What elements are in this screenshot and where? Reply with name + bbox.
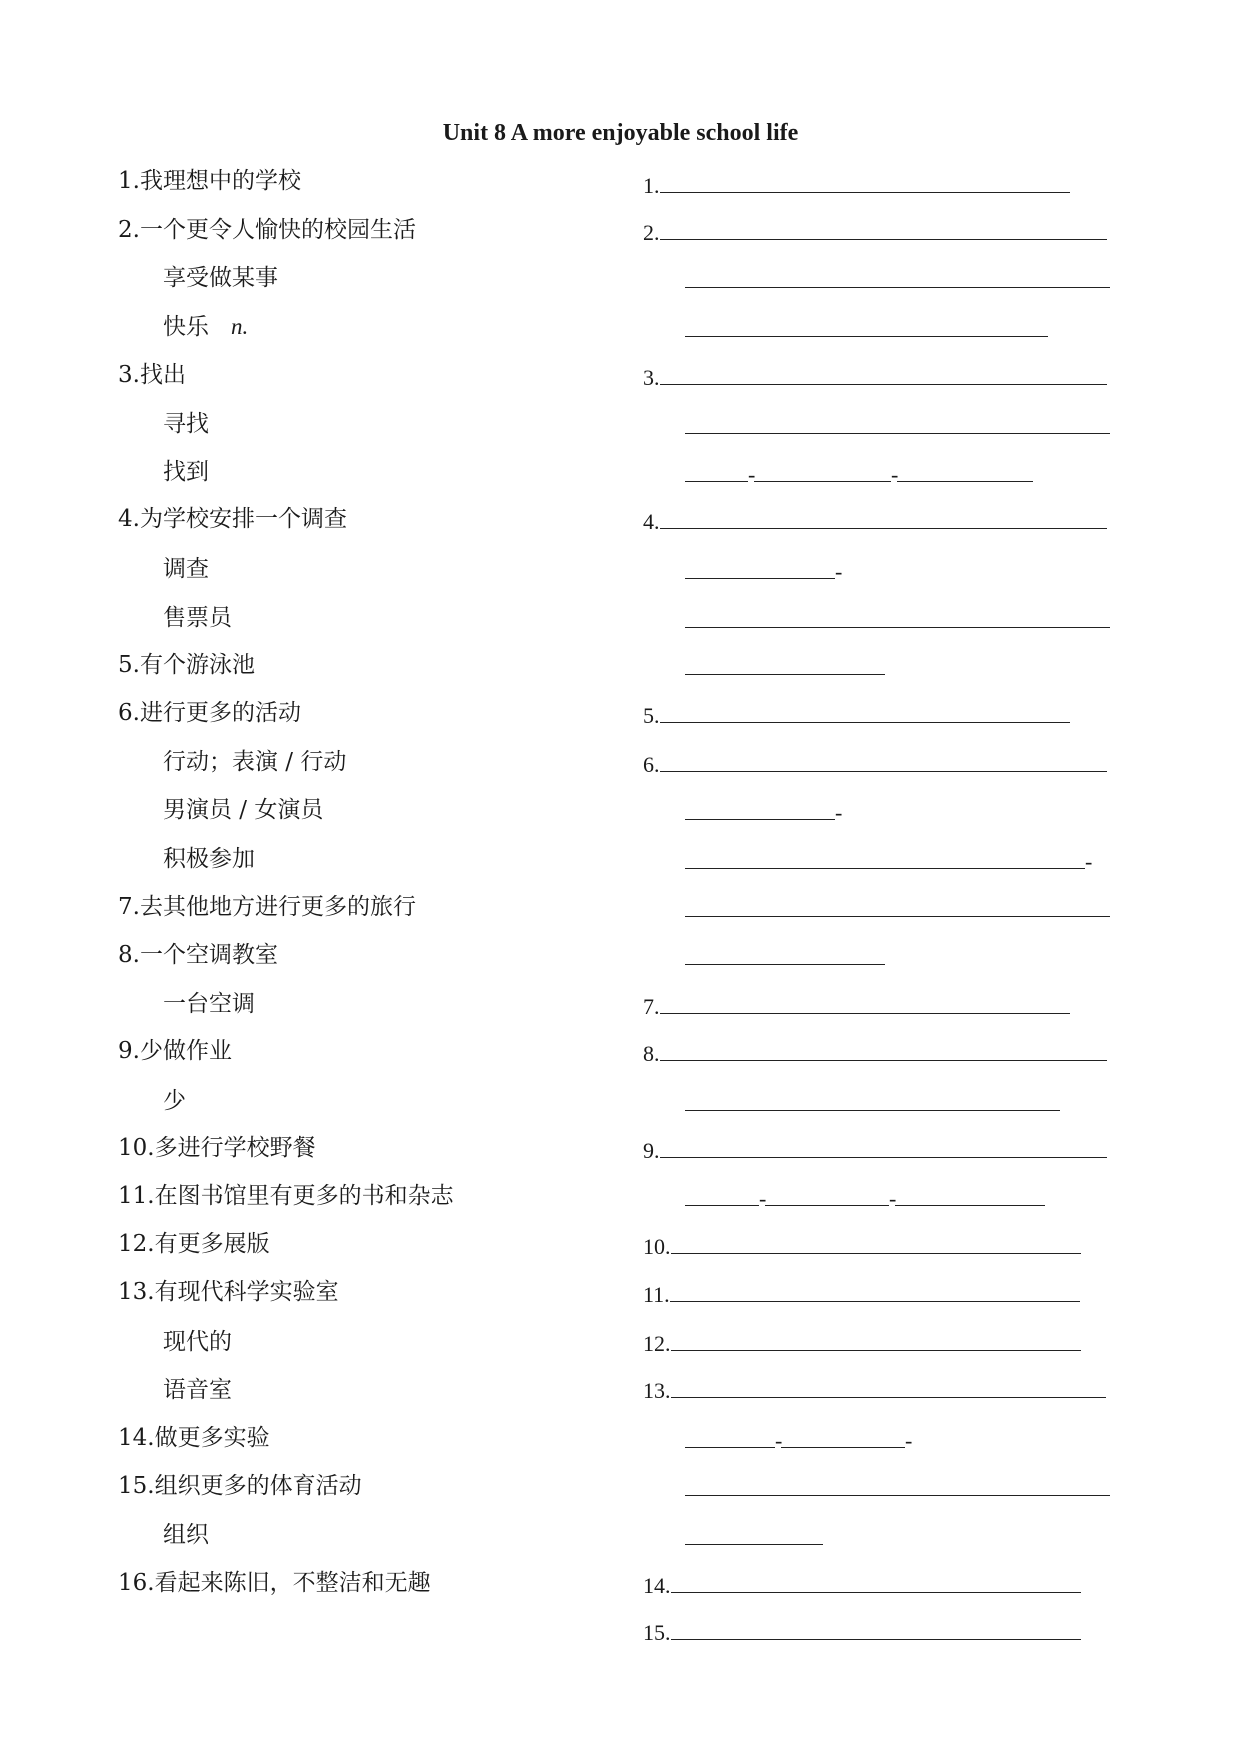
answer-number: 2. (643, 220, 660, 245)
answer-line (685, 1522, 823, 1552)
answer-blank[interactable] (671, 1375, 1106, 1398)
answer-blank[interactable] (670, 1279, 1080, 1302)
prompt-item: 11.在图书馆里有更多的书和杂志 (118, 1183, 454, 1209)
answer-blank[interactable] (685, 846, 1085, 869)
prompt-subitem: 积极参加 (163, 846, 255, 872)
answer-number: 7. (643, 994, 660, 1019)
answer-line (643, 1135, 1107, 1165)
answer-number: 1. (643, 173, 660, 198)
answer-line (643, 749, 1107, 779)
answer-line (643, 170, 1070, 200)
answer-blank[interactable] (685, 1183, 759, 1206)
hyphen: - (748, 462, 756, 487)
prompt-item: 10.多进行学校野餐 (118, 1135, 316, 1161)
answer-blank[interactable] (660, 362, 1107, 385)
answer-line (685, 1473, 1110, 1503)
answer-blank[interactable] (671, 1617, 1081, 1640)
answer-number: 11. (643, 1282, 670, 1307)
prompt-item: 14.做更多实验 (118, 1425, 270, 1451)
hyphen: - (759, 1186, 767, 1211)
answer-blank[interactable] (671, 1570, 1081, 1593)
answer-line (643, 1328, 1081, 1358)
answer-line (643, 1375, 1106, 1405)
answer-line (643, 1570, 1081, 1600)
answer-blank[interactable] (685, 314, 1048, 337)
answer-line (643, 217, 1107, 247)
answer-blank[interactable] (685, 652, 885, 675)
answer-line (685, 314, 1048, 344)
prompt-subitem-text: 快乐 (163, 314, 209, 340)
hyphen: - (835, 559, 843, 584)
answer-blank[interactable] (685, 1425, 775, 1448)
hyphen: - (889, 1186, 897, 1211)
answer-line (643, 700, 1070, 730)
prompt-subitem: 售票员 (163, 605, 232, 631)
answer-blank[interactable] (765, 1183, 889, 1206)
answer-line (643, 362, 1107, 392)
answer-line (643, 1617, 1081, 1647)
answer-blank[interactable] (685, 556, 835, 579)
hyphen: - (891, 462, 899, 487)
answer-line (685, 1088, 1060, 1118)
prompt-subitem: 寻找 (163, 411, 209, 437)
answer-blank[interactable] (754, 459, 891, 482)
prompt-subitem: 调查 (163, 556, 209, 582)
answer-blank[interactable] (685, 1088, 1060, 1111)
answer-number: 5. (643, 703, 660, 728)
prompt-item: 1.我理想中的学校 (118, 168, 301, 194)
answer-number: 9. (643, 1138, 660, 1163)
page-title: Unit 8 A more enjoyable school life (442, 120, 799, 146)
answer-line (643, 991, 1070, 1021)
answer-line (643, 1231, 1081, 1261)
answer-number: 6. (643, 752, 660, 777)
answer-blank[interactable] (685, 1473, 1110, 1496)
answer-line (643, 506, 1107, 536)
answer-blank[interactable] (660, 170, 1070, 193)
part-of-speech: n. (231, 314, 249, 339)
answer-line (685, 797, 841, 827)
answer-blank[interactable] (660, 700, 1070, 723)
prompt-item: 16.看起来陈旧，不整洁和无趣 (118, 1570, 431, 1596)
prompt-item: 6.进行更多的活动 (118, 700, 301, 726)
answer-line (685, 459, 1033, 489)
prompt-item: 13.有现代科学实验室 (118, 1279, 339, 1305)
answer-blank[interactable] (671, 1328, 1081, 1351)
prompt-subitem: 现代的 (163, 1329, 232, 1355)
answer-line (685, 265, 1110, 295)
prompt-subitem: 一台空调 (163, 991, 255, 1017)
answer-line (685, 846, 1091, 876)
answer-blank[interactable] (660, 217, 1107, 240)
answer-line (685, 556, 841, 586)
answer-line (685, 942, 885, 972)
prompt-subitem: 组织 (163, 1522, 209, 1548)
prompt-subitem: 语音室 (163, 1377, 232, 1403)
prompt-subitem (163, 312, 248, 342)
answer-blank[interactable] (671, 1231, 1081, 1254)
answer-blank[interactable] (685, 797, 835, 820)
hyphen: - (835, 800, 843, 825)
answer-blank[interactable] (685, 894, 1110, 917)
answer-line (643, 1038, 1107, 1068)
answer-blank[interactable] (895, 1183, 1045, 1206)
answer-blank[interactable] (685, 411, 1110, 434)
answer-line (685, 1183, 1045, 1213)
answer-blank[interactable] (660, 1135, 1107, 1158)
prompt-item: 8.一个空调教室 (118, 942, 278, 968)
answer-blank[interactable] (685, 605, 1110, 628)
answer-blank[interactable] (660, 749, 1107, 772)
answer-blank[interactable] (660, 1038, 1107, 1061)
answer-number: 4. (643, 509, 660, 534)
answer-number: 10. (643, 1234, 671, 1259)
prompt-subitem: 行动；表演 / 行动 (163, 749, 347, 775)
answer-number: 13. (643, 1378, 671, 1403)
hyphen: - (775, 1428, 783, 1453)
prompt-item: 15.组织更多的体育活动 (118, 1473, 362, 1499)
answer-blank[interactable] (685, 459, 748, 482)
prompt-subitem: 享受做某事 (163, 265, 278, 291)
answer-number: 3. (643, 365, 660, 390)
prompt-item: 4.为学校安排一个调查 (118, 506, 347, 532)
answer-blank[interactable] (685, 942, 885, 965)
answer-line (685, 1425, 911, 1455)
answer-line (685, 411, 1110, 441)
prompt-item: 9.少做作业 (118, 1038, 232, 1064)
answer-number: 8. (643, 1041, 660, 1066)
hyphen: - (1085, 849, 1093, 874)
answer-number: 14. (643, 1573, 671, 1598)
prompt-item: 3.找出 (118, 362, 186, 388)
prompt-subitem: 少 (163, 1088, 186, 1114)
answer-line (685, 894, 1110, 924)
answer-number: 12. (643, 1331, 671, 1356)
prompt-item: 2.一个更令人愉快的校园生活 (118, 217, 416, 243)
answer-blank[interactable] (781, 1425, 905, 1448)
answer-line (685, 605, 1110, 635)
prompt-item: 12.有更多展版 (118, 1231, 270, 1257)
answer-blank[interactable] (685, 265, 1110, 288)
answer-blank[interactable] (897, 459, 1033, 482)
prompt-subitem: 找到 (163, 459, 209, 485)
answer-line (643, 1279, 1080, 1309)
prompt-item: 5.有个游泳池 (118, 652, 255, 678)
answer-blank[interactable] (660, 506, 1107, 529)
answer-blank[interactable] (685, 1522, 823, 1545)
answer-blank[interactable] (660, 991, 1070, 1014)
answer-number: 15. (643, 1620, 671, 1645)
hyphen: - (905, 1428, 913, 1453)
prompt-item: 7.去其他地方进行更多的旅行 (118, 894, 416, 920)
answer-line (685, 652, 885, 682)
prompt-subitem: 男演员 / 女演员 (163, 797, 324, 823)
